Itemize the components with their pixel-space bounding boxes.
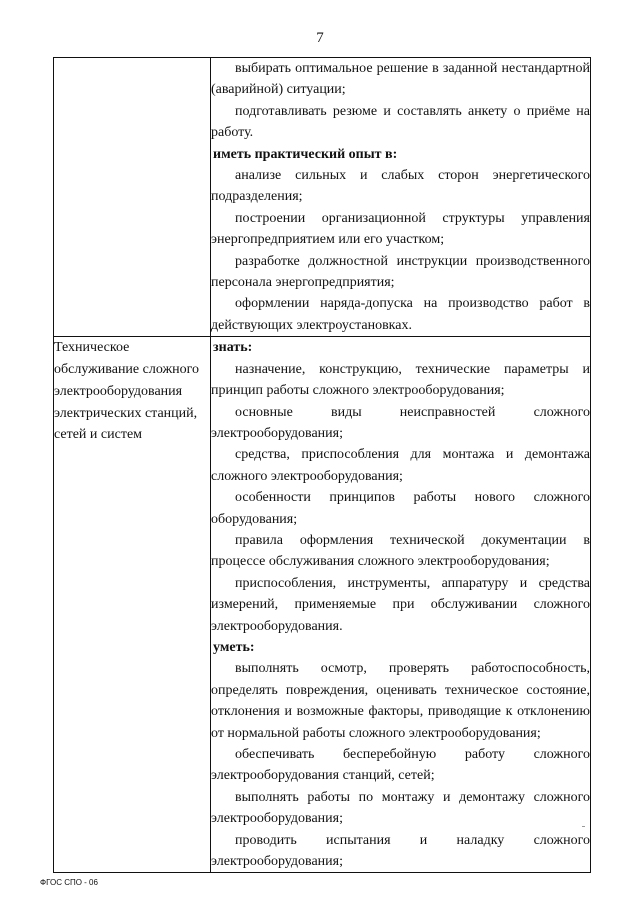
list-item: выполнять работы по монтажу и демонтажу сложного электрооборудования; <box>211 789 590 827</box>
list-item: средства, приспособления для монтажа и демонтажа сложного электрооборудования; <box>211 447 590 484</box>
table-row <box>54 337 591 873</box>
list-item: построении организационной структуры управления энергопредприятием или его участком; <box>211 210 590 248</box>
section-heading: уметь: <box>213 639 255 655</box>
list-item: анализе сильных и слабых сторон энергетического подразделения; <box>211 168 590 205</box>
list-item: подготавливать резюме и составлять анкету о приёме на работу. <box>211 103 590 141</box>
section-heading: знать: <box>213 340 253 356</box>
list-item: приспособления, инструменты, аппаратуру и средства измерений, применяемые при обслуживании сложного электрооборудования. <box>211 575 590 634</box>
table-cell-section: Техническое обслуживание сложного электрооборудования электрических станций, сетей и систем <box>54 337 211 873</box>
page-number: 7 <box>316 30 324 46</box>
scan-mark <box>582 826 585 827</box>
table-row <box>54 58 591 337</box>
list-item: назначение, конструкцию, технические параметры и принцип работы сложного электрооборудования; <box>211 361 590 399</box>
list-item: проводить испытания и наладку сложного электрооборудования; <box>211 832 590 870</box>
list-item: правила оформления технической документации в процессе обслуживания сложного электрооборудования; <box>211 532 590 570</box>
table-cell-content <box>211 337 591 873</box>
list-item: обеспечивать бесперебойную работу сложного электрооборудования станций, сетей; <box>211 747 590 784</box>
section-heading: иметь практический опыт в: <box>213 146 398 162</box>
list-item: выбирать оптимальное решение в заданной нестандартной (аварийной) ситуации; <box>211 61 590 98</box>
list-item: особенности принципов работы нового сложного оборудования; <box>211 490 590 527</box>
list-item: выполнять осмотр, проверять работоспособность, определять повреждения, оценивать техническое состояние, отклонения и возможные факторы, приводящие к отклонению от нормальной работы сложного электрооборудования; <box>211 661 590 741</box>
competency-table <box>53 57 591 873</box>
footer-code: ФГОС СПО - 06 <box>40 878 98 887</box>
list-item: основные виды неисправностей сложного электрооборудования; <box>211 404 590 441</box>
list-item: разработке должностной инструкции производственного персонала энергопредприятия; <box>211 253 590 291</box>
table-cell-section <box>54 58 211 337</box>
table-cell-content <box>211 58 591 337</box>
list-item: оформлении наряда-допуска на производство работ в действующих электроустановках. <box>211 296 590 333</box>
